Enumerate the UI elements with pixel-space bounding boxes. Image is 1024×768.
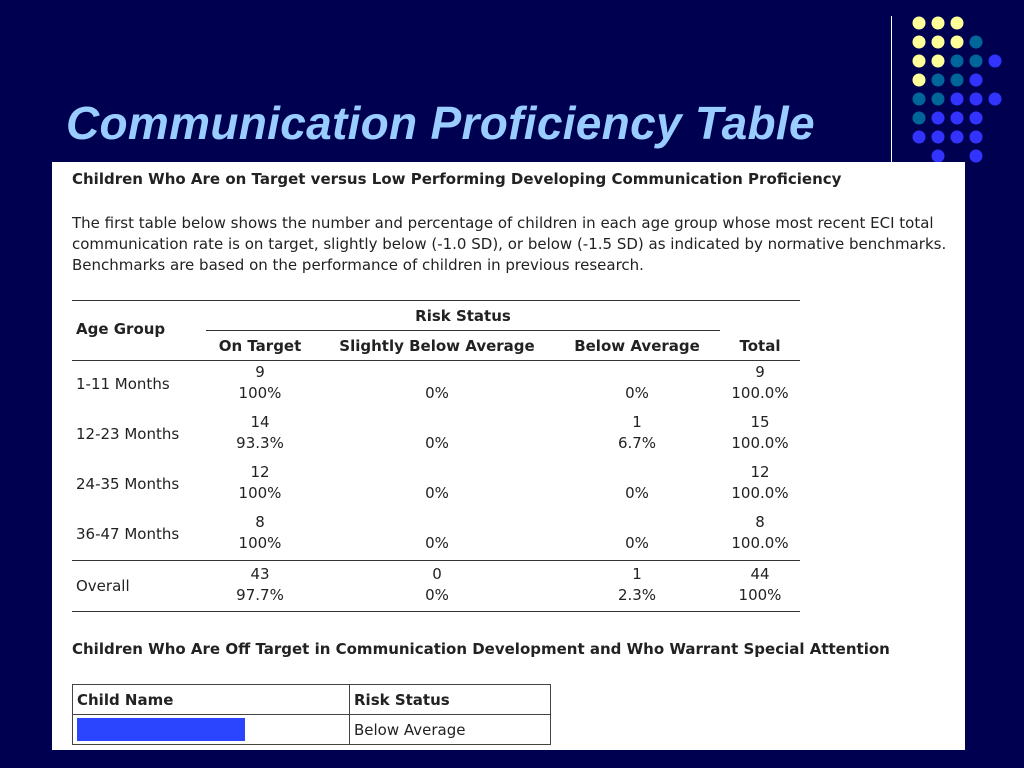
cell-percent: 0%: [425, 534, 449, 552]
decorative-dot: [913, 17, 926, 30]
cell-percent: 0%: [425, 484, 449, 502]
cell-count: 1: [632, 413, 642, 431]
cell-percent: 100%: [738, 586, 782, 604]
decorative-dot: [913, 93, 926, 106]
table-cell: [567, 564, 707, 606]
redacted-name-block: [77, 718, 245, 741]
decorative-dot: [970, 55, 983, 68]
decorative-dot: [970, 93, 983, 106]
table-cell: [720, 362, 800, 404]
decorative-dot: [932, 93, 945, 106]
table-row: [73, 715, 551, 745]
decorative-dot: [951, 93, 964, 106]
cell-count: 43: [250, 565, 270, 583]
decorative-dot: [932, 150, 945, 163]
decorative-dot: [913, 131, 926, 144]
decorative-dot: [951, 17, 964, 30]
row-label: 1-11 Months: [76, 375, 170, 393]
decorative-dot: [932, 74, 945, 87]
cell-percent: 100%: [238, 484, 282, 502]
row-label: 36-47 Months: [76, 525, 180, 543]
table-cell: [720, 512, 800, 554]
decorative-dot: [932, 55, 945, 68]
cell-count: [334, 412, 540, 433]
decorative-dot: [951, 74, 964, 87]
section-heading-off-target: Children Who Are Off Target in Communication Development and Who Warrant Special Attention: [72, 640, 890, 658]
table-cell: [567, 462, 707, 504]
table-top-rule: [72, 300, 800, 301]
decorative-dot: [913, 36, 926, 49]
cell-percent: 2.3%: [617, 586, 657, 604]
table-cell: [567, 362, 707, 404]
cell-count: [334, 462, 540, 483]
cell-count: [334, 362, 540, 383]
intro-line: The first table below shows the number and percentage of children in each age group whose most recent ECI total: [72, 214, 934, 232]
cell-count: [334, 512, 540, 533]
decorative-dot: [932, 17, 945, 30]
risk-status-table: [72, 300, 800, 612]
decorative-dot: [951, 36, 964, 49]
decorative-dot: [970, 131, 983, 144]
cell-percent: 6.7%: [617, 434, 657, 452]
table-cell: [334, 462, 540, 504]
title-divider-line: [891, 16, 892, 162]
cell-percent: 100.0%: [731, 484, 789, 502]
section-heading-on-target: Children Who Are on Target versus Low Performing Developing Communication Proficiency: [72, 170, 842, 188]
decorative-dot: [970, 112, 983, 125]
intro-line: communication rate is on target, slightly below (-1.0 SD), or below (-1.5 SD) as indicated by normative benchmarks.: [72, 235, 947, 253]
row-label: 24-35 Months: [76, 475, 180, 493]
decorative-dot: [970, 74, 983, 87]
decorative-dot: [951, 131, 964, 144]
cell-percent: 100%: [238, 534, 282, 552]
slide-title: Communication Proficiency Table: [66, 97, 815, 149]
cell-percent: 100%: [238, 384, 282, 402]
table-header-row: [73, 685, 551, 715]
table-cell: [208, 564, 312, 606]
table-cell: [567, 412, 707, 454]
cell-percent: 0%: [425, 434, 449, 452]
overall-separator-rule: [72, 560, 800, 561]
header-bottom-rule: [72, 360, 800, 361]
col-header-on-target: On Target: [218, 337, 302, 355]
age-group-header: Age Group: [76, 320, 166, 338]
decorative-dot: [970, 36, 983, 49]
cell-percent: 0%: [625, 384, 649, 402]
intro-line: Benchmarks are based on the performance of children in previous research.: [72, 256, 644, 274]
decorative-dot: [951, 112, 964, 125]
row-label: Overall: [76, 577, 130, 595]
table-cell: [720, 462, 800, 504]
cell-percent: 0%: [425, 586, 449, 604]
cell-count: 0: [432, 565, 442, 583]
table-cell: [334, 362, 540, 404]
cell-percent: 0%: [625, 534, 649, 552]
risk-status-cell: Below Average: [350, 715, 551, 745]
cell-count: [567, 362, 707, 383]
col-header-below-average: Below Average: [574, 337, 700, 355]
table-cell: [720, 412, 800, 454]
table-cell: [208, 362, 312, 404]
risk-status-header: Risk Status: [415, 307, 511, 325]
cell-count: 12: [750, 463, 770, 481]
table-cell: [567, 512, 707, 554]
table-cell: [208, 512, 312, 554]
cell-count: 8: [255, 513, 265, 531]
risk-status-rule: [206, 330, 720, 331]
cell-count: [567, 512, 707, 533]
cell-count: 1: [632, 565, 642, 583]
cell-percent: 100.0%: [731, 534, 789, 552]
child-name-header: Child Name: [73, 685, 350, 715]
decorative-dot: [932, 131, 945, 144]
decorative-dot: [932, 36, 945, 49]
cell-count: 44: [750, 565, 770, 583]
decorative-dot: [913, 55, 926, 68]
cell-count: 9: [755, 363, 765, 381]
decorative-dot: [970, 150, 983, 163]
cell-percent: 100.0%: [731, 384, 789, 402]
cell-count: 12: [250, 463, 270, 481]
col-header-total: Total: [739, 337, 781, 355]
cell-percent: 0%: [625, 484, 649, 502]
risk-status-column-header: Risk Status: [350, 685, 551, 715]
row-label: 12-23 Months: [76, 425, 180, 443]
table-bottom-rule: [72, 611, 800, 612]
table-cell: [720, 564, 800, 606]
table-cell: [208, 412, 312, 454]
table-cell: [334, 512, 540, 554]
cell-count: 15: [750, 413, 770, 431]
document-panel: [52, 162, 965, 750]
special-attention-table: [72, 684, 551, 745]
child-name-cell: [73, 715, 350, 745]
decorative-dot: [913, 74, 926, 87]
col-header-slightly-below: Slightly Below Average: [339, 337, 535, 355]
cell-percent: 93.3%: [236, 434, 284, 452]
cell-count: 9: [255, 363, 265, 381]
cell-count: 14: [250, 413, 270, 431]
decorative-dot: [932, 112, 945, 125]
cell-count: [567, 462, 707, 483]
cell-percent: 97.7%: [236, 586, 284, 604]
cell-percent: 0%: [425, 384, 449, 402]
intro-paragraph: [72, 213, 962, 276]
table-cell: [208, 462, 312, 504]
decorative-dot: [951, 55, 964, 68]
decorative-dot: [989, 93, 1002, 106]
decorative-dot: [913, 112, 926, 125]
table-cell: [334, 412, 540, 454]
table-cell: [334, 564, 540, 606]
cell-count: 8: [755, 513, 765, 531]
cell-percent: 100.0%: [731, 434, 789, 452]
decorative-dot: [989, 55, 1002, 68]
